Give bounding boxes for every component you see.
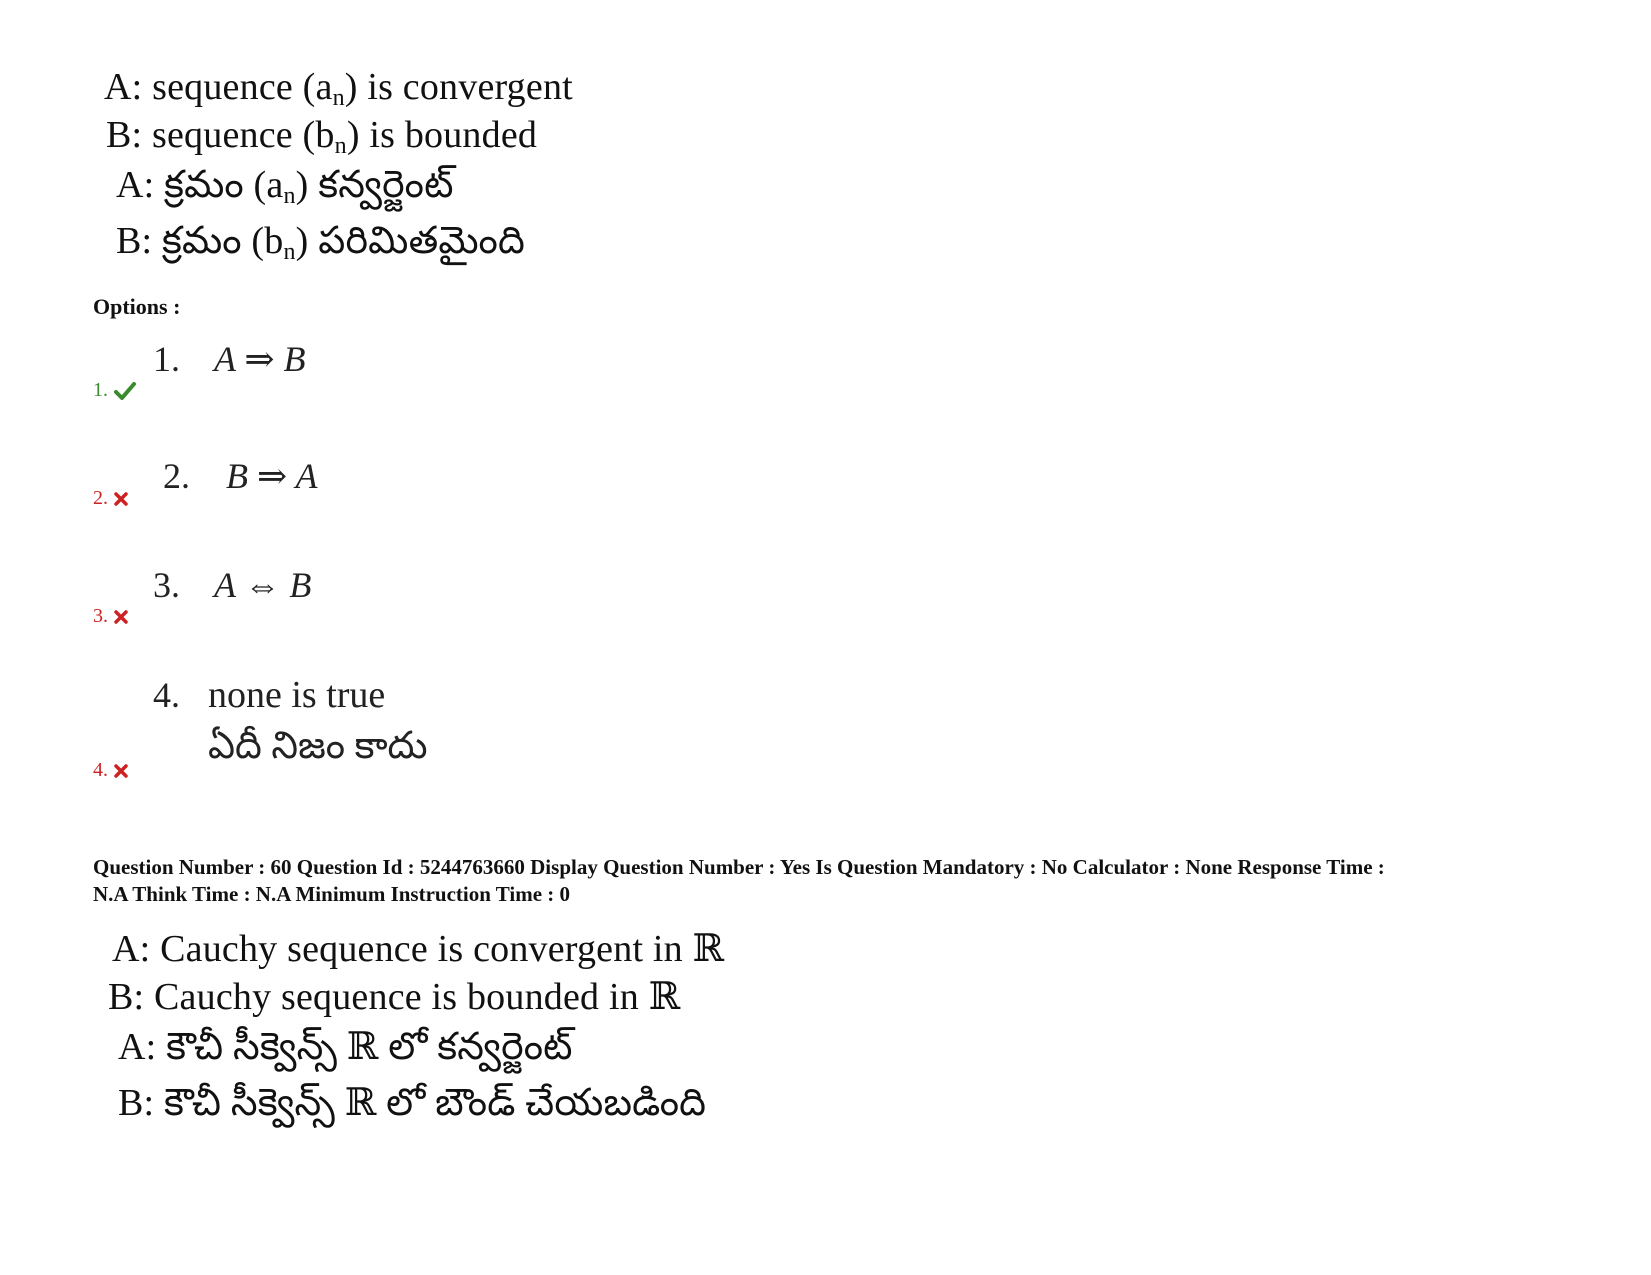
question-metadata — [93, 854, 1593, 908]
q59-statement-b-telugu: B: క్రమం $(b_n)$ పరిమితమైంది — [116, 220, 526, 265]
option-1-number: 1. — [153, 339, 180, 379]
option-4-number: 4. — [153, 675, 180, 715]
option-4-text-telugu: ఏదీ నిజం కాదు — [208, 725, 428, 767]
option-1-marker — [93, 379, 136, 402]
question-metadata-line-2: N.A Think Time : N.A Minimum Instruction Time : 0 — [93, 882, 571, 906]
q59-statement-a-english: A: sequence $(a_n)$ is convergent — [104, 66, 573, 111]
option-1-expression: A ⇒ B — [214, 339, 306, 379]
option-3-marker-label: 3. — [93, 605, 108, 627]
option-3-marker — [93, 605, 128, 628]
cross-icon — [114, 764, 128, 778]
option-4-text-english: none is true — [208, 674, 386, 716]
option-2-marker-label: 2. — [93, 487, 108, 509]
q59-statement-a-telugu: A: క్రమం $(a_n)$ కన్వర్జెంట్ — [116, 164, 454, 209]
q60-statement-a-english: A: Cauchy sequence is convergent in ℝ — [112, 928, 725, 970]
q60-statement-b-telugu: B: కౌచీ సీక్వెన్స్ ℝ లో బౌండ్ చేయబడింది — [118, 1082, 707, 1124]
option-2-expression: B ⇒ A — [226, 456, 318, 496]
options-label: Options : — [93, 294, 181, 319]
option-2-marker — [93, 487, 128, 510]
q60-statement-a-telugu: A: కౌచీ సీక్వెన్స్ ℝ లో కన్వర్జెంట్ — [118, 1026, 573, 1068]
option-3-number: 3. — [153, 565, 180, 605]
option-4-marker — [93, 759, 128, 782]
option-2-number: 2. — [163, 456, 190, 496]
option-4-marker-label: 4. — [93, 759, 108, 781]
q59-statement-b-english: B: sequence $(b_n)$ is bounded — [106, 114, 538, 159]
question-metadata-line-1: Question Number : 60 Question Id : 5244763660 Display Question Number : Yes Is Question Mandatory : No Calculator : None Response Time : — [93, 855, 1385, 879]
cross-icon — [114, 492, 128, 506]
option-3-expression: A ⇔ B — [214, 565, 312, 605]
check-icon — [114, 382, 136, 400]
option-1-marker-label: 1. — [93, 379, 108, 401]
q60-statement-b-english: B: Cauchy sequence is bounded in ℝ — [108, 976, 681, 1018]
cross-icon — [114, 610, 128, 624]
